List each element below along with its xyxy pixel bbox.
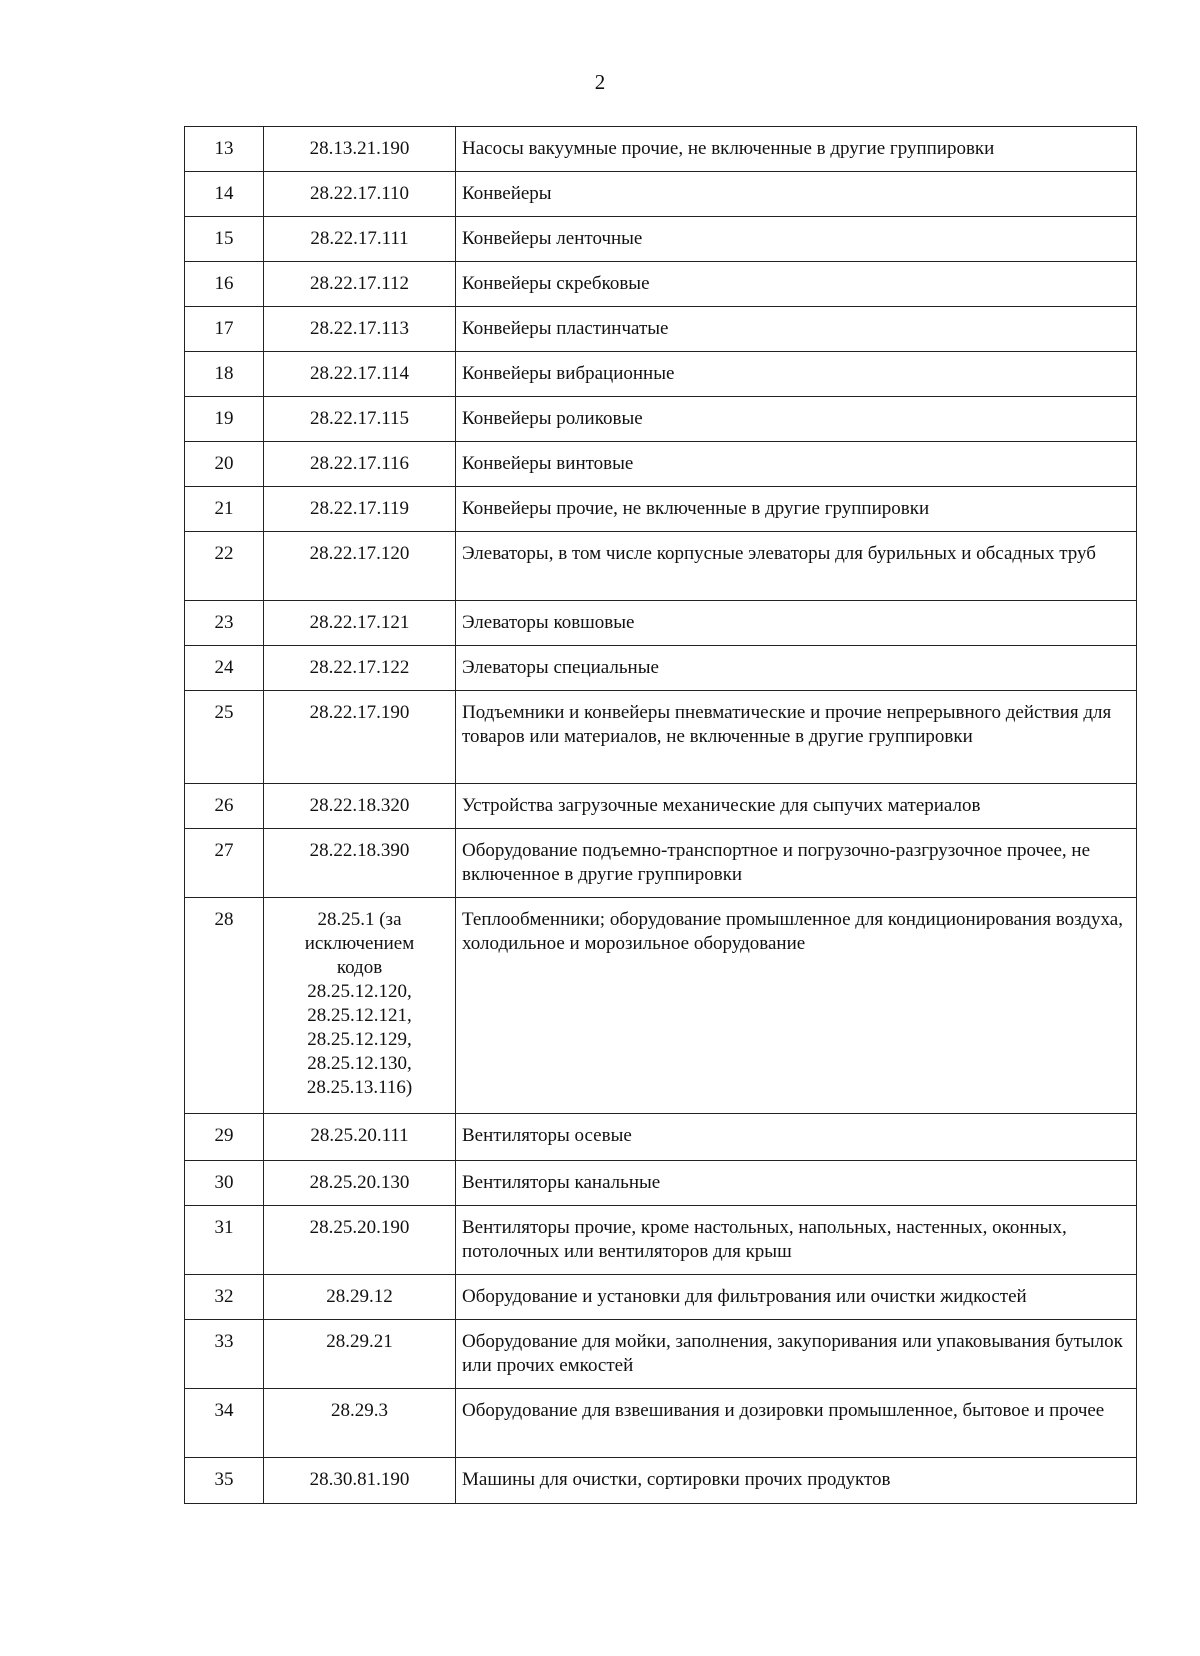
row-code-text: 28.22.17.121	[309, 612, 410, 633]
row-code	[264, 1320, 456, 1389]
row-code	[264, 172, 456, 217]
row-code	[264, 442, 456, 487]
table-row	[185, 172, 1137, 217]
row-code-text: 28.30.81.190	[309, 1469, 410, 1490]
row-number: 31	[185, 1206, 264, 1275]
row-code-text: 28.22.17.119	[309, 498, 410, 519]
row-code-text: 28.22.18.390	[309, 840, 410, 861]
row-name: Конвейеры прочие, не включенные в другие группировки	[456, 487, 1137, 532]
row-code	[264, 352, 456, 397]
row-number: 35	[185, 1458, 264, 1504]
row-name: Оборудование и установки для фильтрования или очистки жидкостей	[456, 1275, 1137, 1320]
row-code-text: 28.13.21.190	[309, 138, 410, 159]
row-code-text: 28.22.17.114	[309, 363, 410, 384]
row-code-text: 28.22.17.111	[310, 228, 409, 249]
row-code-text: 28.22.18.320	[309, 795, 410, 816]
row-number: 18	[185, 352, 264, 397]
page-number: 2	[594, 70, 606, 94]
row-code	[264, 601, 456, 646]
row-code-text: 28.22.17.110	[309, 183, 410, 204]
row-name: Конвейеры роликовые	[456, 397, 1137, 442]
row-name: Вентиляторы канальные	[456, 1161, 1137, 1206]
row-number: 24	[185, 646, 264, 691]
row-code	[264, 1114, 456, 1161]
row-code-text: 28.22.17.120	[309, 543, 410, 564]
row-name: Конвейеры ленточные	[456, 217, 1137, 262]
row-code-text: 28.25.20.111	[310, 1125, 409, 1146]
row-name: Элеваторы, в том числе корпусные элеваторы для бурильных и обсадных труб	[456, 532, 1137, 601]
row-number: 20	[185, 442, 264, 487]
row-name: Устройства загрузочные механические для сыпучих материалов	[456, 784, 1137, 829]
table-row	[185, 352, 1137, 397]
table-row	[185, 646, 1137, 691]
row-code	[264, 397, 456, 442]
row-name: Элеваторы ковшовые	[456, 601, 1137, 646]
row-code	[264, 307, 456, 352]
row-name: Конвейеры винтовые	[456, 442, 1137, 487]
row-code	[264, 784, 456, 829]
row-code-text: 28.22.17.190	[309, 702, 410, 723]
row-name: Конвейеры	[456, 172, 1137, 217]
row-number: 32	[185, 1275, 264, 1320]
row-number: 28	[185, 898, 264, 1114]
table-row	[185, 307, 1137, 352]
row-name: Вентиляторы прочие, кроме настольных, напольных, настенных, оконных, потолочных или вентиляторов для крыш	[456, 1206, 1137, 1275]
row-number: 25	[185, 691, 264, 784]
table-body	[185, 127, 1137, 1504]
row-number: 34	[185, 1389, 264, 1458]
table-row	[185, 442, 1137, 487]
row-number: 13	[185, 127, 264, 172]
row-number: 27	[185, 829, 264, 898]
row-code	[264, 262, 456, 307]
table-row	[185, 1206, 1137, 1275]
table-row	[185, 898, 1137, 1114]
table-row	[185, 1161, 1137, 1206]
table-row	[185, 1389, 1137, 1458]
table-row	[185, 487, 1137, 532]
row-name: Оборудование для мойки, заполнения, закупоривания или упаковывания бутылок или прочих емкостей	[456, 1320, 1137, 1389]
row-code-text: 28.22.17.113	[309, 318, 410, 339]
row-code	[264, 646, 456, 691]
row-code-text: 28.29.21	[326, 1331, 393, 1352]
row-name: Конвейеры скребковые	[456, 262, 1137, 307]
table-row	[185, 1458, 1137, 1504]
row-name: Конвейеры вибрационные	[456, 352, 1137, 397]
row-number: 14	[185, 172, 264, 217]
row-code-text: 28.29.3	[331, 1400, 388, 1421]
row-code-text: 28.22.17.115	[309, 408, 410, 429]
row-name: Оборудование подъемно-транспортное и погрузочно-разгрузочное прочее, не включенное в другие группировки	[456, 829, 1137, 898]
row-name: Элеваторы специальные	[456, 646, 1137, 691]
row-name: Подъемники и конвейеры пневматические и прочие непрерывного действия для товаров или материалов, не включенные в другие группировки	[456, 691, 1137, 784]
row-number: 29	[185, 1114, 264, 1161]
row-name: Теплообменники; оборудование промышленное для кондиционирования воздуха, холодильное и морозильное оборудование	[456, 898, 1137, 1114]
equipment-code-table	[184, 126, 1137, 1504]
table-row	[185, 1320, 1137, 1389]
table-row	[185, 262, 1137, 307]
row-number: 19	[185, 397, 264, 442]
row-code	[264, 898, 456, 1114]
row-code-text: 28.25.1 (за исключением кодов 28.25.12.120, 28.25.12.121, 28.25.12.129, 28.25.12.130, 28.25.13.116)	[304, 909, 415, 1098]
row-code	[264, 1161, 456, 1206]
table-row	[185, 601, 1137, 646]
row-number: 26	[185, 784, 264, 829]
row-code	[264, 487, 456, 532]
row-code-text: 28.22.17.112	[309, 273, 410, 294]
row-code-text: 28.29.12	[326, 1286, 393, 1307]
row-code	[264, 217, 456, 262]
row-code	[264, 532, 456, 601]
row-code	[264, 1275, 456, 1320]
row-code	[264, 127, 456, 172]
table-row	[185, 532, 1137, 601]
row-code	[264, 1458, 456, 1504]
row-number: 17	[185, 307, 264, 352]
row-code	[264, 829, 456, 898]
row-number: 33	[185, 1320, 264, 1389]
row-code-text: 28.22.17.122	[309, 657, 410, 678]
table-row	[185, 217, 1137, 262]
row-number: 30	[185, 1161, 264, 1206]
table-row	[185, 1275, 1137, 1320]
table-row	[185, 397, 1137, 442]
row-number: 23	[185, 601, 264, 646]
row-code-text: 28.25.20.190	[309, 1217, 410, 1238]
row-number: 21	[185, 487, 264, 532]
row-name: Насосы вакуумные прочие, не включенные в другие группировки	[456, 127, 1137, 172]
row-code	[264, 691, 456, 784]
row-code	[264, 1389, 456, 1458]
row-name: Оборудование для взвешивания и дозировки промышленное, бытовое и прочее	[456, 1389, 1137, 1458]
row-number: 16	[185, 262, 264, 307]
table-row	[185, 1114, 1137, 1161]
row-number: 15	[185, 217, 264, 262]
row-name: Вентиляторы осевые	[456, 1114, 1137, 1161]
row-name: Машины для очистки, сортировки прочих продуктов	[456, 1458, 1137, 1504]
row-name: Конвейеры пластинчатые	[456, 307, 1137, 352]
table-row	[185, 691, 1137, 784]
row-number: 22	[185, 532, 264, 601]
row-code-text: 28.25.20.130	[309, 1172, 410, 1193]
table-row	[185, 829, 1137, 898]
table-row	[185, 784, 1137, 829]
row-code-text: 28.22.17.116	[309, 453, 410, 474]
row-code	[264, 1206, 456, 1275]
table-row	[185, 127, 1137, 172]
